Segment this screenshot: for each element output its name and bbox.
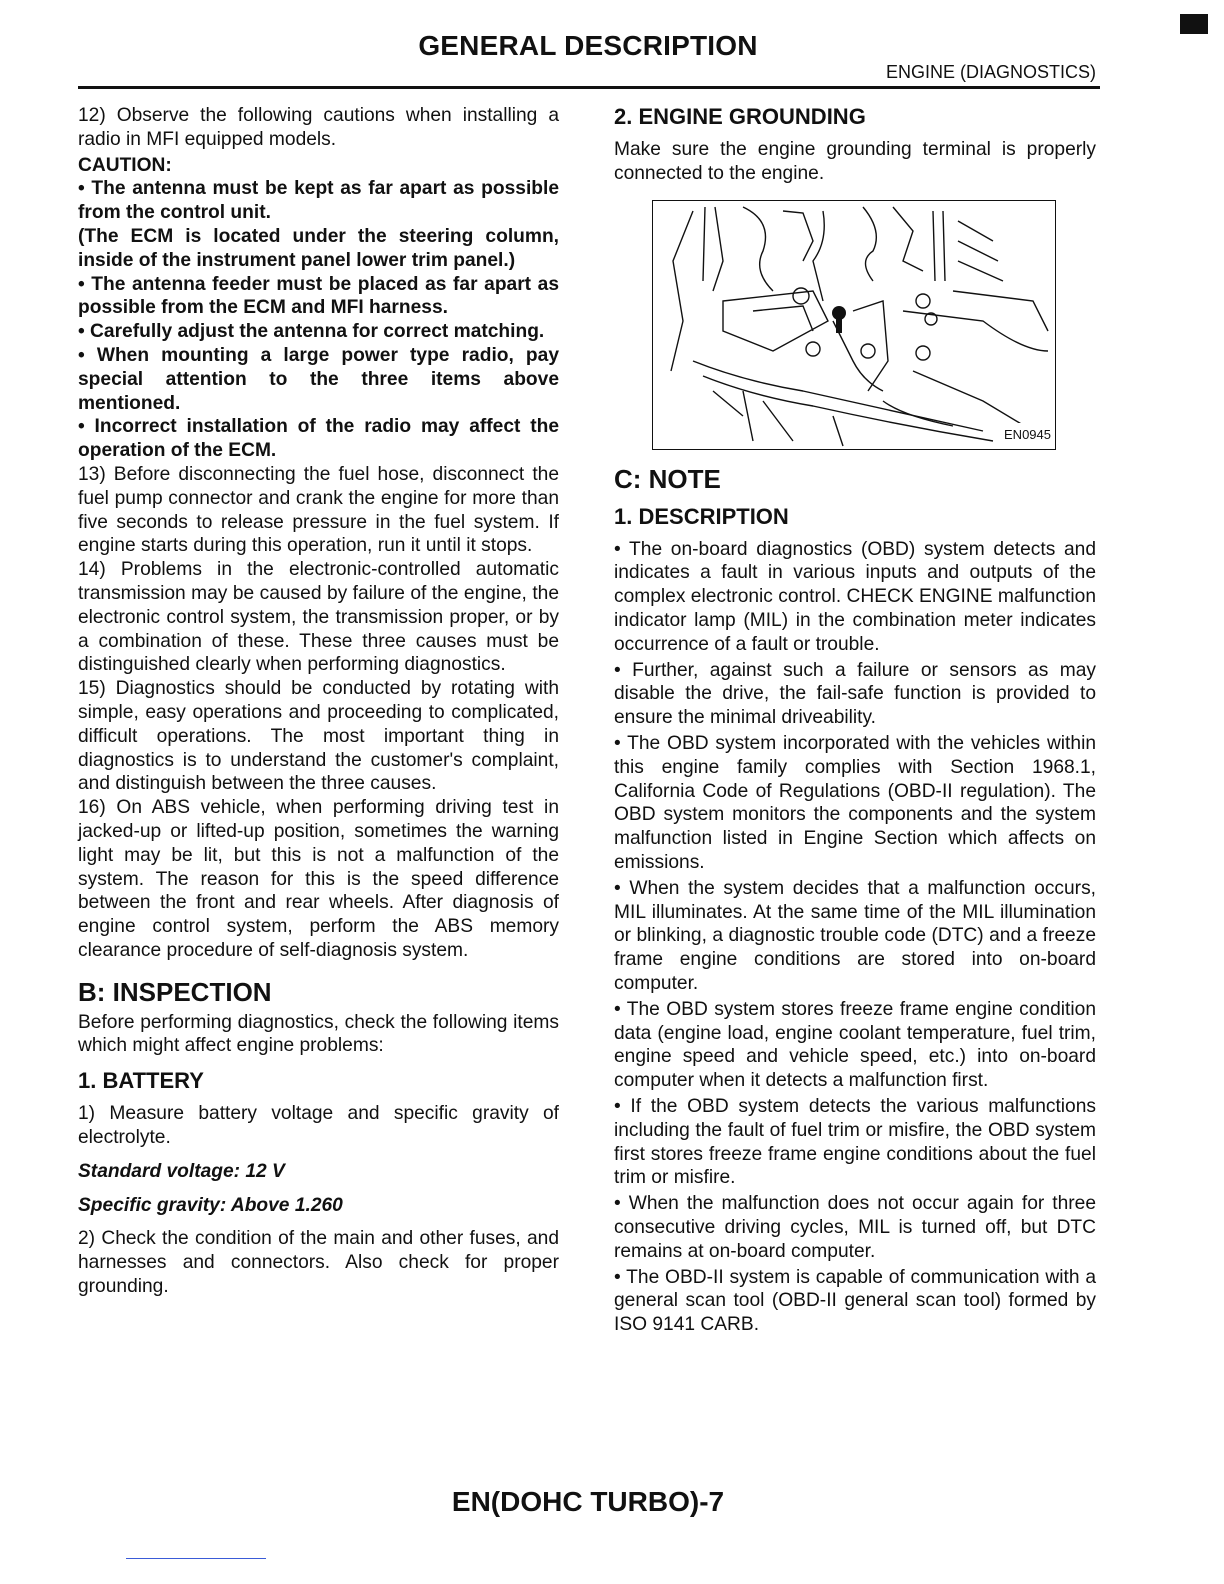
spec-standard-voltage: Standard voltage: 12 V bbox=[78, 1160, 285, 1182]
battery-step-2: 2) Check the condition of the main and other fuses, and harnesses and connectors. Also check for proper grounding. bbox=[78, 1228, 559, 1298]
section-reference: ENGINE (DIAGNOSTICS) bbox=[885, 62, 1096, 82]
description-bullet: • The OBD system incorporated with the vehicles within this engine family complies with Section 1968.1, California Code of Regulations (OBD-II regulation). The OBD system monitors the components and the system malfunction listed in Engine Section which affects on emissions. bbox=[614, 732, 1096, 873]
bottom-rule bbox=[126, 1558, 266, 1559]
caution-item: • The antenna must be kept as far apart as possible from the control unit. bbox=[78, 178, 559, 224]
right-column bbox=[614, 104, 1096, 1337]
left-column bbox=[78, 104, 559, 1299]
step-15: 15) Diagnostics should be conducted by rotating with simple, easy operations and proceeding to complicated, difficult operations. The most important thing in diagnostics is to understand the customer's complaint, and distinguish between the three causes. bbox=[78, 678, 559, 795]
caution-item: • When mounting a large power type radio, pay special attention to the three items above mentioned. bbox=[78, 344, 559, 414]
page-corner-mark bbox=[1180, 14, 1208, 34]
page-title: GENERAL DESCRIPTION bbox=[418, 30, 758, 61]
page-number: EN(DOHC TURBO)-7 bbox=[451, 1486, 725, 1517]
spec-specific-gravity: Specific gravity: Above 1.260 bbox=[78, 1194, 343, 1216]
description-bullet: • When the malfunction does not occur again for three consecutive driving cycles, MIL is turned off, but DTC remains at on-board computer. bbox=[614, 1193, 1096, 1262]
step-16: 16) On ABS vehicle, when performing driving test in jacked-up or lifted-up position, sometimes the warning light may be lit, but this is not a malfunction of the system. The reason for this is the speed difference between the front and rear wheels. After diagnosis of engine control system, perform the ABS memory clearance procedure of self-diagnosis system. bbox=[78, 797, 559, 961]
caution-title: CAUTION: bbox=[78, 154, 172, 176]
engine-grounding-illustration bbox=[653, 201, 1055, 449]
figure-id-label: EN0945 bbox=[1002, 423, 1053, 447]
step-12: 12) Observe the following cautions when installing a radio in MFI equipped models. bbox=[78, 105, 559, 150]
inspection-intro: Before performing diagnostics, check the following items which might affect engine problems: bbox=[78, 1011, 559, 1057]
engine-grounding-text: Make sure the engine grounding terminal is properly connected to the engine. bbox=[614, 139, 1096, 184]
description-bullet: • When the system decides that a malfunction occurs, MIL illuminates. At the same time of the MIL illumination or blinking, a diagnostic trouble code (DTC) and a freeze frame engine conditions are stored into on-board computer. bbox=[614, 877, 1096, 994]
battery-heading: 1. BATTERY bbox=[78, 1068, 204, 1094]
description-bullet: • The OBD-II system is capable of communication with a general scan tool (OBD-II general scan tool) formed by ISO 9141 CARB. bbox=[614, 1266, 1096, 1336]
engine-grounding-figure bbox=[652, 200, 1056, 450]
step-14: 14) Problems in the electronic-controlled automatic transmission may be caused by failure of the engine, the electronic control system, the transmission proper, or by a combination of these. These three causes must be distinguished clearly when performing diagnostics. bbox=[78, 559, 559, 676]
caution-item: (The ECM is located under the steering column, inside of the instrument panel lower trim panel.) bbox=[78, 225, 559, 271]
step-13: 13) Before disconnecting the fuel hose, disconnect the fuel pump connector and crank the engine for more than five seconds to release pressure in the fuel system. If engine starts during this operation, run it until it stops. bbox=[78, 463, 559, 557]
inspection-heading: B: INSPECTION bbox=[78, 976, 272, 1007]
description-heading: 1. DESCRIPTION bbox=[614, 503, 789, 529]
note-heading: C: NOTE bbox=[614, 463, 721, 494]
description-bullet: • The on-board diagnostics (OBD) system detects and indicates a fault in various inputs and outputs of the complex electronic control. CHECK ENGINE malfunction indicator lamp (MIL) in the combination meter indicates occurrence of a fault or trouble. bbox=[614, 538, 1096, 655]
caution-item: • Incorrect installation of the radio may affect the operation of the ECM. bbox=[78, 416, 559, 462]
battery-step-1: 1) Measure battery voltage and specific gravity of electrolyte. bbox=[78, 1103, 559, 1149]
caution-item: • The antenna feeder must be placed as far apart as possible from the ECM and MFI harness. bbox=[78, 273, 559, 319]
caution-item: • Carefully adjust the antenna for correct matching. bbox=[78, 321, 545, 343]
engine-grounding-heading: 2. ENGINE GROUNDING bbox=[614, 104, 866, 129]
description-bullet: • If the OBD system detects the various malfunctions including the fault of fuel trim or misfire, the OBD system first stores freeze frame engine conditions about the fuel trim or misfire. bbox=[614, 1095, 1096, 1189]
description-bullet: • Further, against such a failure or sensors as may disable the drive, the fail-safe function is provided to ensure the minimal driveability. bbox=[614, 659, 1096, 729]
description-bullet: • The OBD system stores freeze frame engine condition data (engine load, engine coolant temperature, fuel trim, engine speed and vehicle speed, etc.) into on-board computer when it detects a malfunction first. bbox=[614, 998, 1096, 1092]
header-divider bbox=[78, 86, 1100, 89]
